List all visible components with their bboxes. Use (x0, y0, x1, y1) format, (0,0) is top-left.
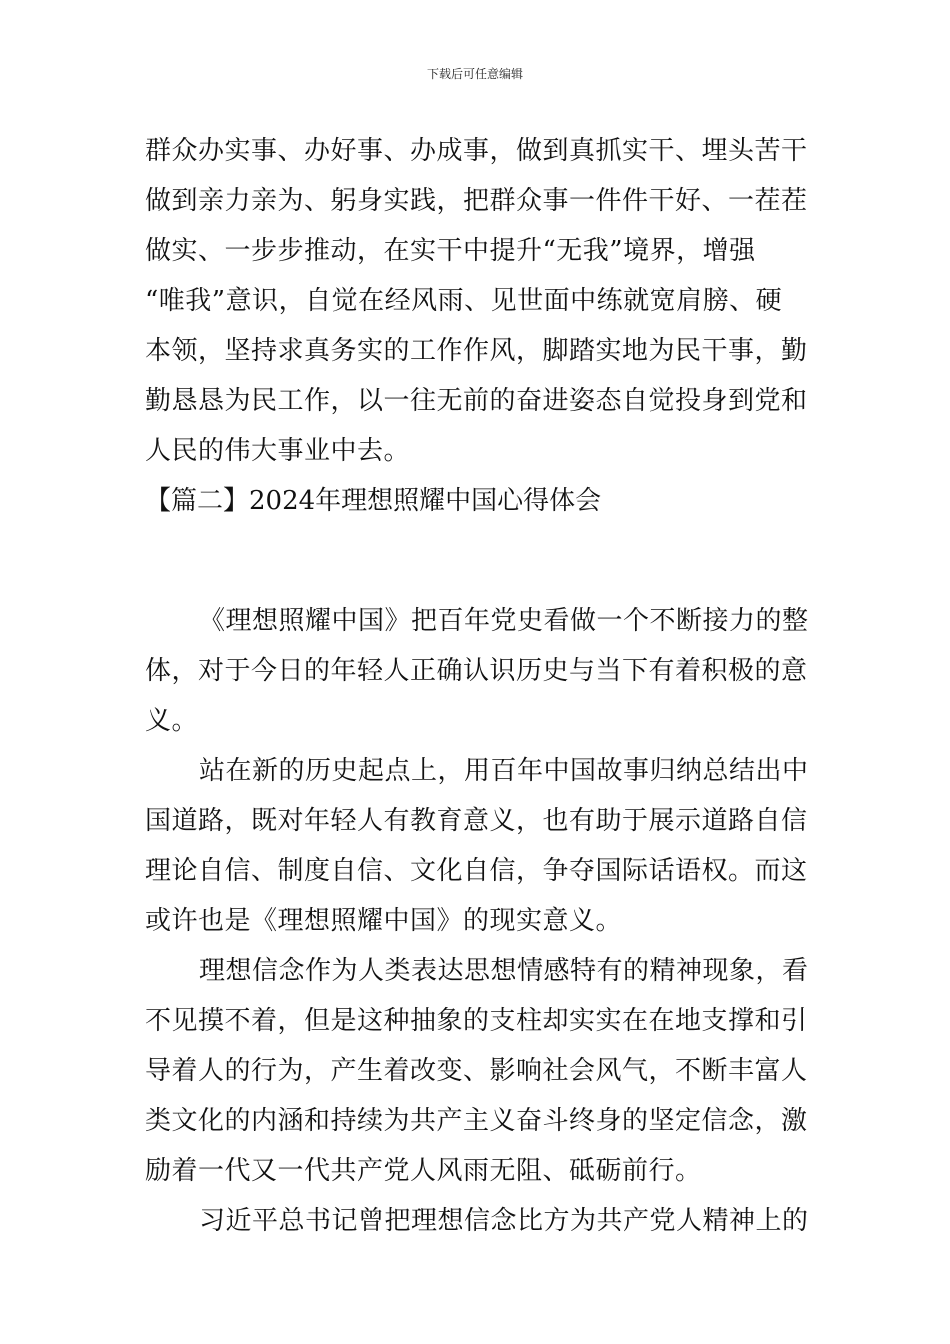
text-line: 做实、一步步推动，在实干中提升“无我”境界，增强 (145, 236, 756, 266)
text-line: 理论自信、制度自信、文化自信，争夺国际话语权。而这 (145, 856, 808, 886)
section-title: 【篇二】2024年理想照耀中国心得体会 (145, 486, 602, 516)
page-header-note: 下载后可任意编辑 (426, 67, 523, 81)
text-line: 国道路，既对年轻人有教育意义，也有助于展示道路自信 (145, 806, 808, 836)
text-line: 义。 (145, 706, 199, 736)
paragraph (145, 1196, 810, 1246)
text-line: 励着一代又一代共产党人风雨无阻、砥砺前行。 (145, 1156, 702, 1186)
section-spacer (145, 526, 810, 596)
text-line: 做到亲力亲为、躬身实践，把群众事一件件干好、一茬茬 (145, 186, 808, 216)
text-line: 导着人的行为，产生着改变、影响社会风气，不断丰富人 (145, 1056, 808, 1086)
text-line: 群众办实事、办好事、办成事，做到真抓实干、埋头苦干 (145, 136, 808, 166)
text-line: 不见摸不着，但是这种抽象的支柱却实实在在地支撑和引 (145, 1006, 808, 1036)
section-1-text (145, 126, 810, 476)
text-line: 本领，坚持求真务实的工作作风，脚踏实地为民干事，勤 (145, 336, 808, 366)
paragraph-first-line: 理想信念作为人类表达思想情感特有的精神现象，看 (199, 956, 809, 986)
document-body (145, 126, 810, 1246)
text-line: 或许也是《理想照耀中国》的现实意义。 (145, 906, 623, 936)
paragraph-first-line: 站在新的历史起点上，用百年中国故事归纳总结出中 (199, 756, 809, 786)
paragraph-first-line: 习近平总书记曾把理想信念比方为共产党人精神上的 (199, 1206, 809, 1236)
paragraph (145, 746, 810, 946)
paragraph-first-line: 《理想照耀中国》把百年党史看做一个不断接力的整 (199, 606, 809, 636)
paragraph (145, 946, 810, 1196)
text-line: 类文化的内涵和持续为共产主义奋斗终身的坚定信念，激 (145, 1106, 808, 1136)
paragraph (145, 596, 810, 746)
text-line: “唯我”意识，自觉在经风雨、见世面中练就宽肩膀、硬 (145, 286, 783, 316)
text-line: 人民的伟大事业中去。 (145, 436, 411, 466)
text-line: 体，对于今日的年轻人正确认识历史与当下有着积极的意 (145, 656, 808, 686)
text-line: 勤恳恳为民工作，以一往无前的奋进姿态自觉投身到党和 (145, 386, 808, 416)
